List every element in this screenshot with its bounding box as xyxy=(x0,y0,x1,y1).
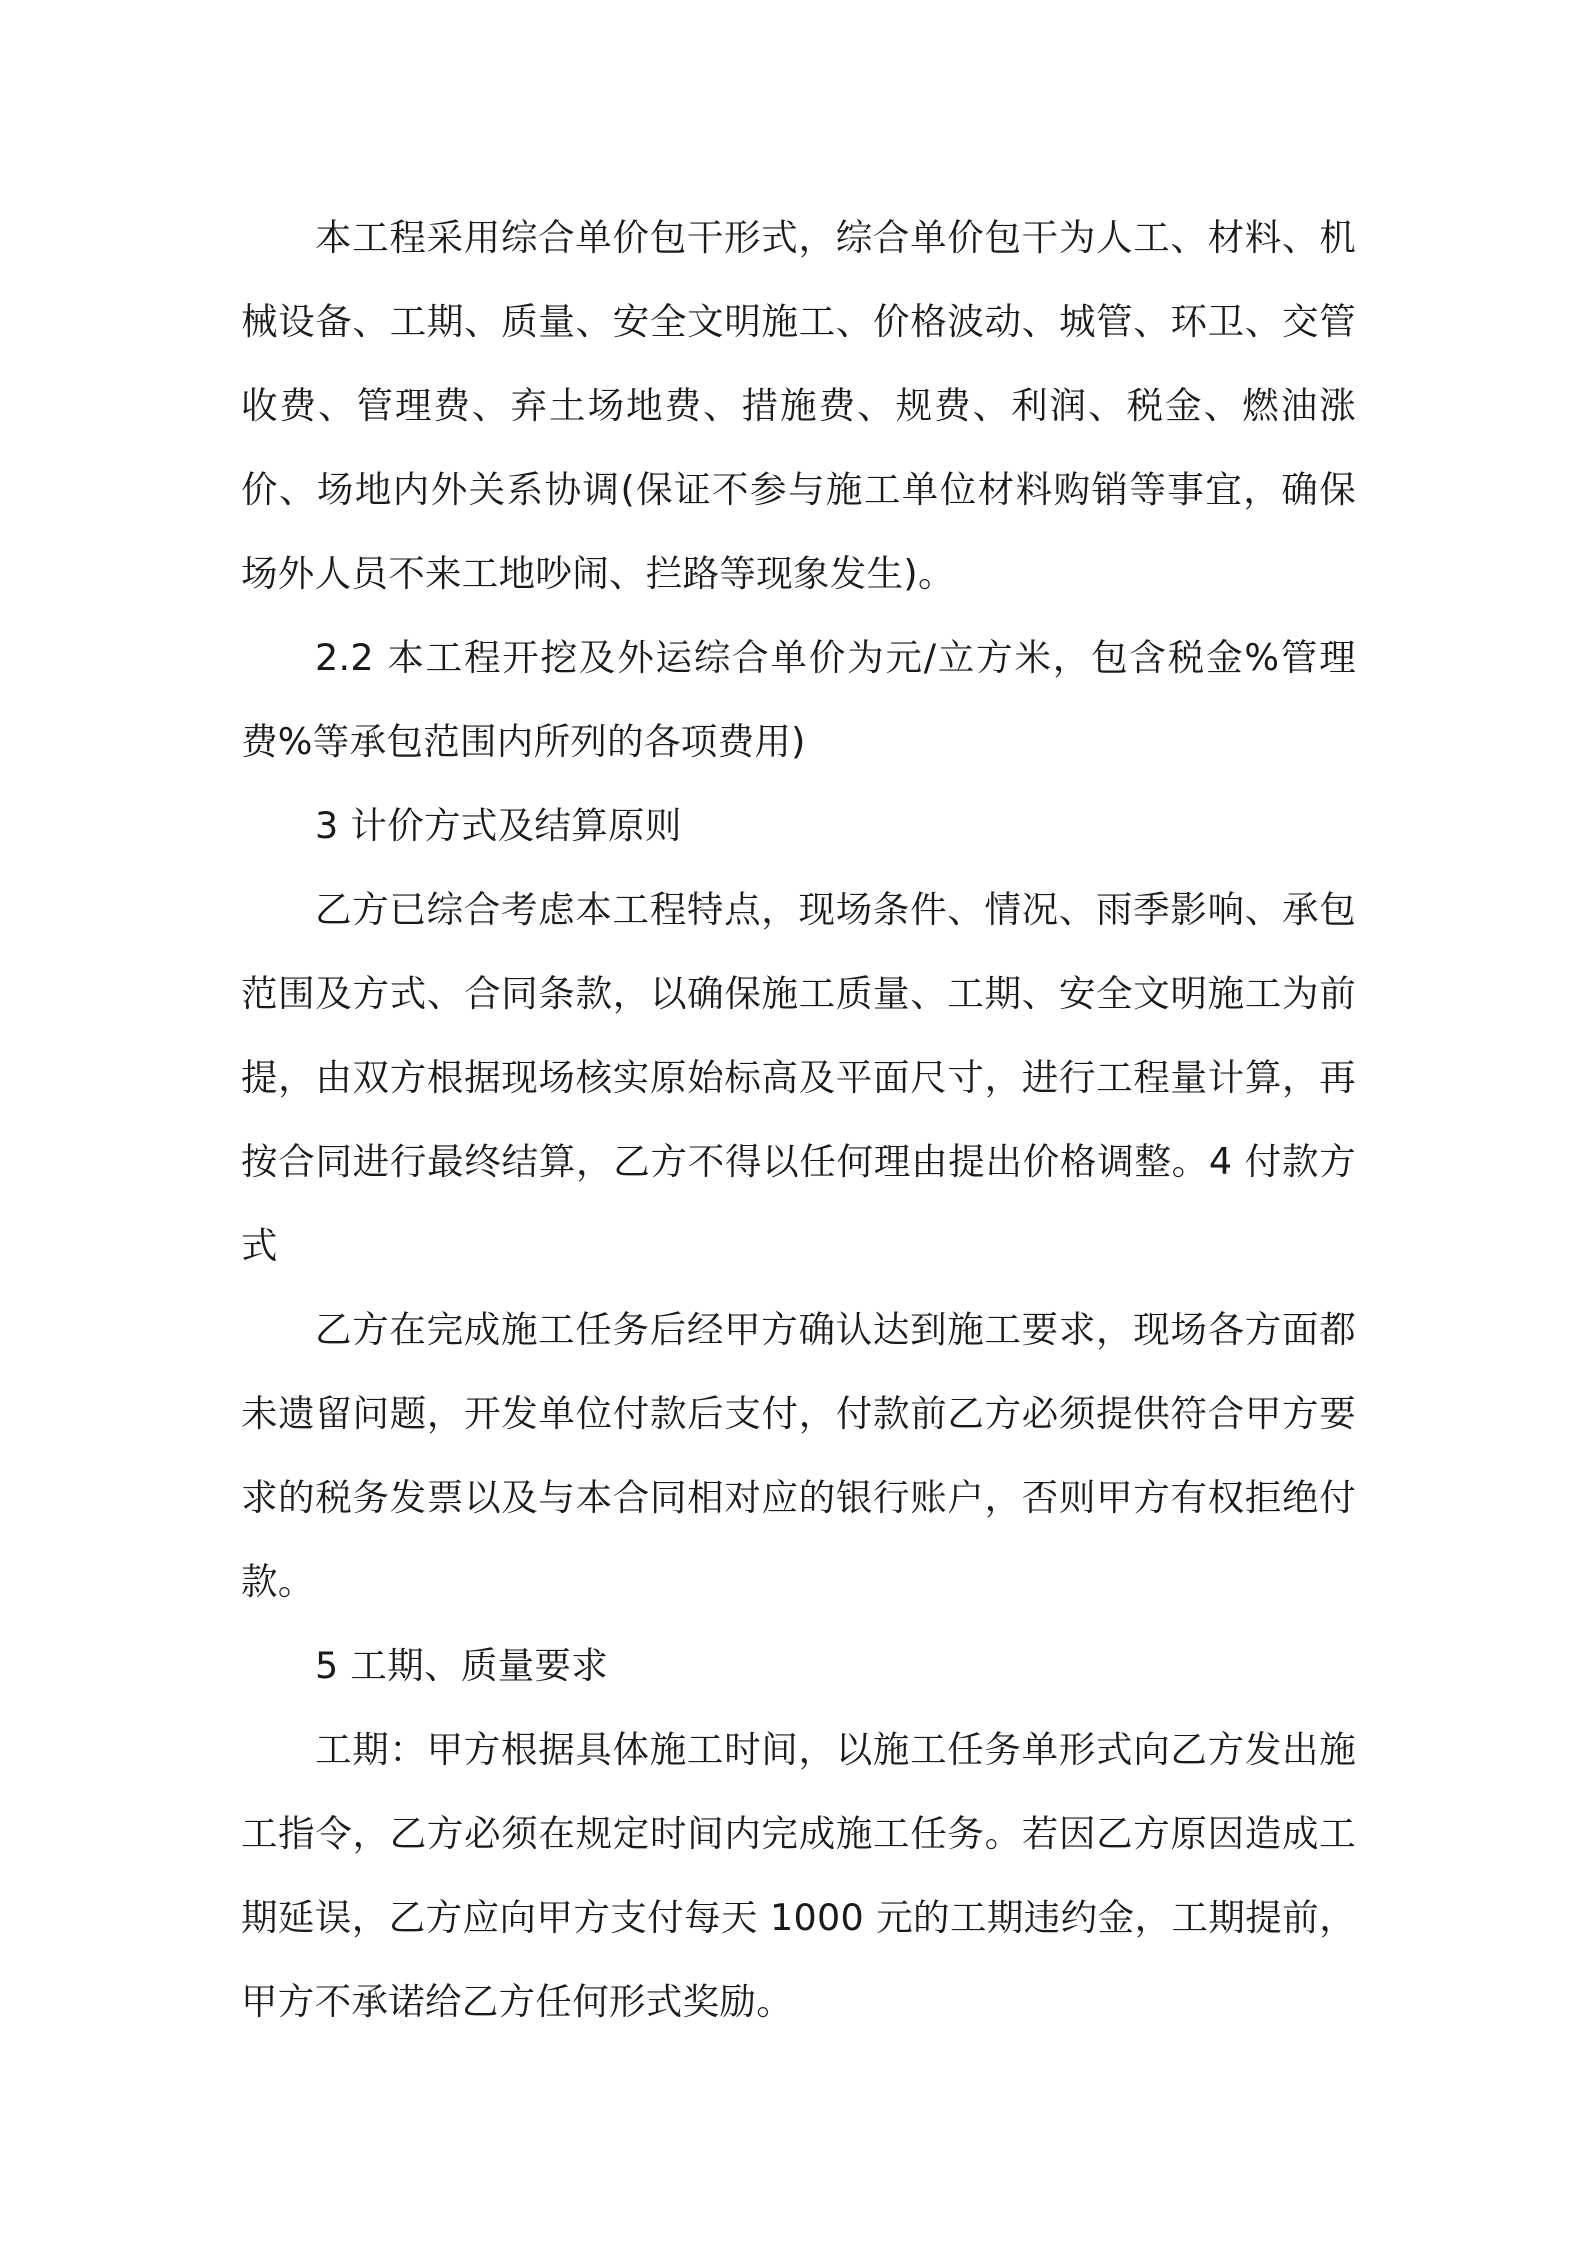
section-heading-pricing-settlement: 3 计价方式及结算原则 xyxy=(315,804,682,847)
document-body xyxy=(241,196,1356,2044)
paragraph-excavation-unit-price: 2.2 本工程开挖及外运综合单价为元/立方米，包含税金%管理费%等承包范围内所列的各项费用) xyxy=(241,636,1356,763)
section-heading-schedule-quality: 5 工期、质量要求 xyxy=(315,1644,609,1687)
paragraph-schedule: 工期：甲方根据具体施工时间，以施工任务单形式向乙方发出施工指令，乙方必须在规定时间内完成施工任务。若因乙方原因造成工期延误，乙方应向甲方支付每天 1000 元的工期违约金，工期提前，甲方不承诺给乙方任何形式奖励。 xyxy=(241,1728,1356,2023)
paragraph-payment-terms: 乙方在完成施工任务后经甲方确认达到施工要求，现场各方面都未遗留问题，开发单位付款后支付，付款前乙方必须提供符合甲方要求的税务发票以及与本合同相对应的银行账户，否则甲方有权拒绝付款。 xyxy=(241,1308,1356,1603)
paragraph-unit-price-scope: 本工程采用综合单价包干形式，综合单价包干为人工、材料、机械设备、工期、质量、安全文明施工、价格波动、城管、环卫、交管收费、管理费、弃土场地费、措施费、规费、利润、税金、燃油涨价、场地内外关系协调(保证不参与施工单位材料购销等事宜，确保场外人员不来工地吵闹、拦路等现象发生)。 xyxy=(241,216,1356,595)
paragraph-pricing-settlement: 乙方已综合考虑本工程特点，现场条件、情况、雨季影响、承包范围及方式、合同条款，以确保施工质量、工期、安全文明施工为前提，由双方根据现场核实原始标高及平面尺寸，进行工程量计算，再按合同进行最终结算，乙方不得以任何理由提出价格调整。4 付款方式 xyxy=(241,888,1356,1267)
